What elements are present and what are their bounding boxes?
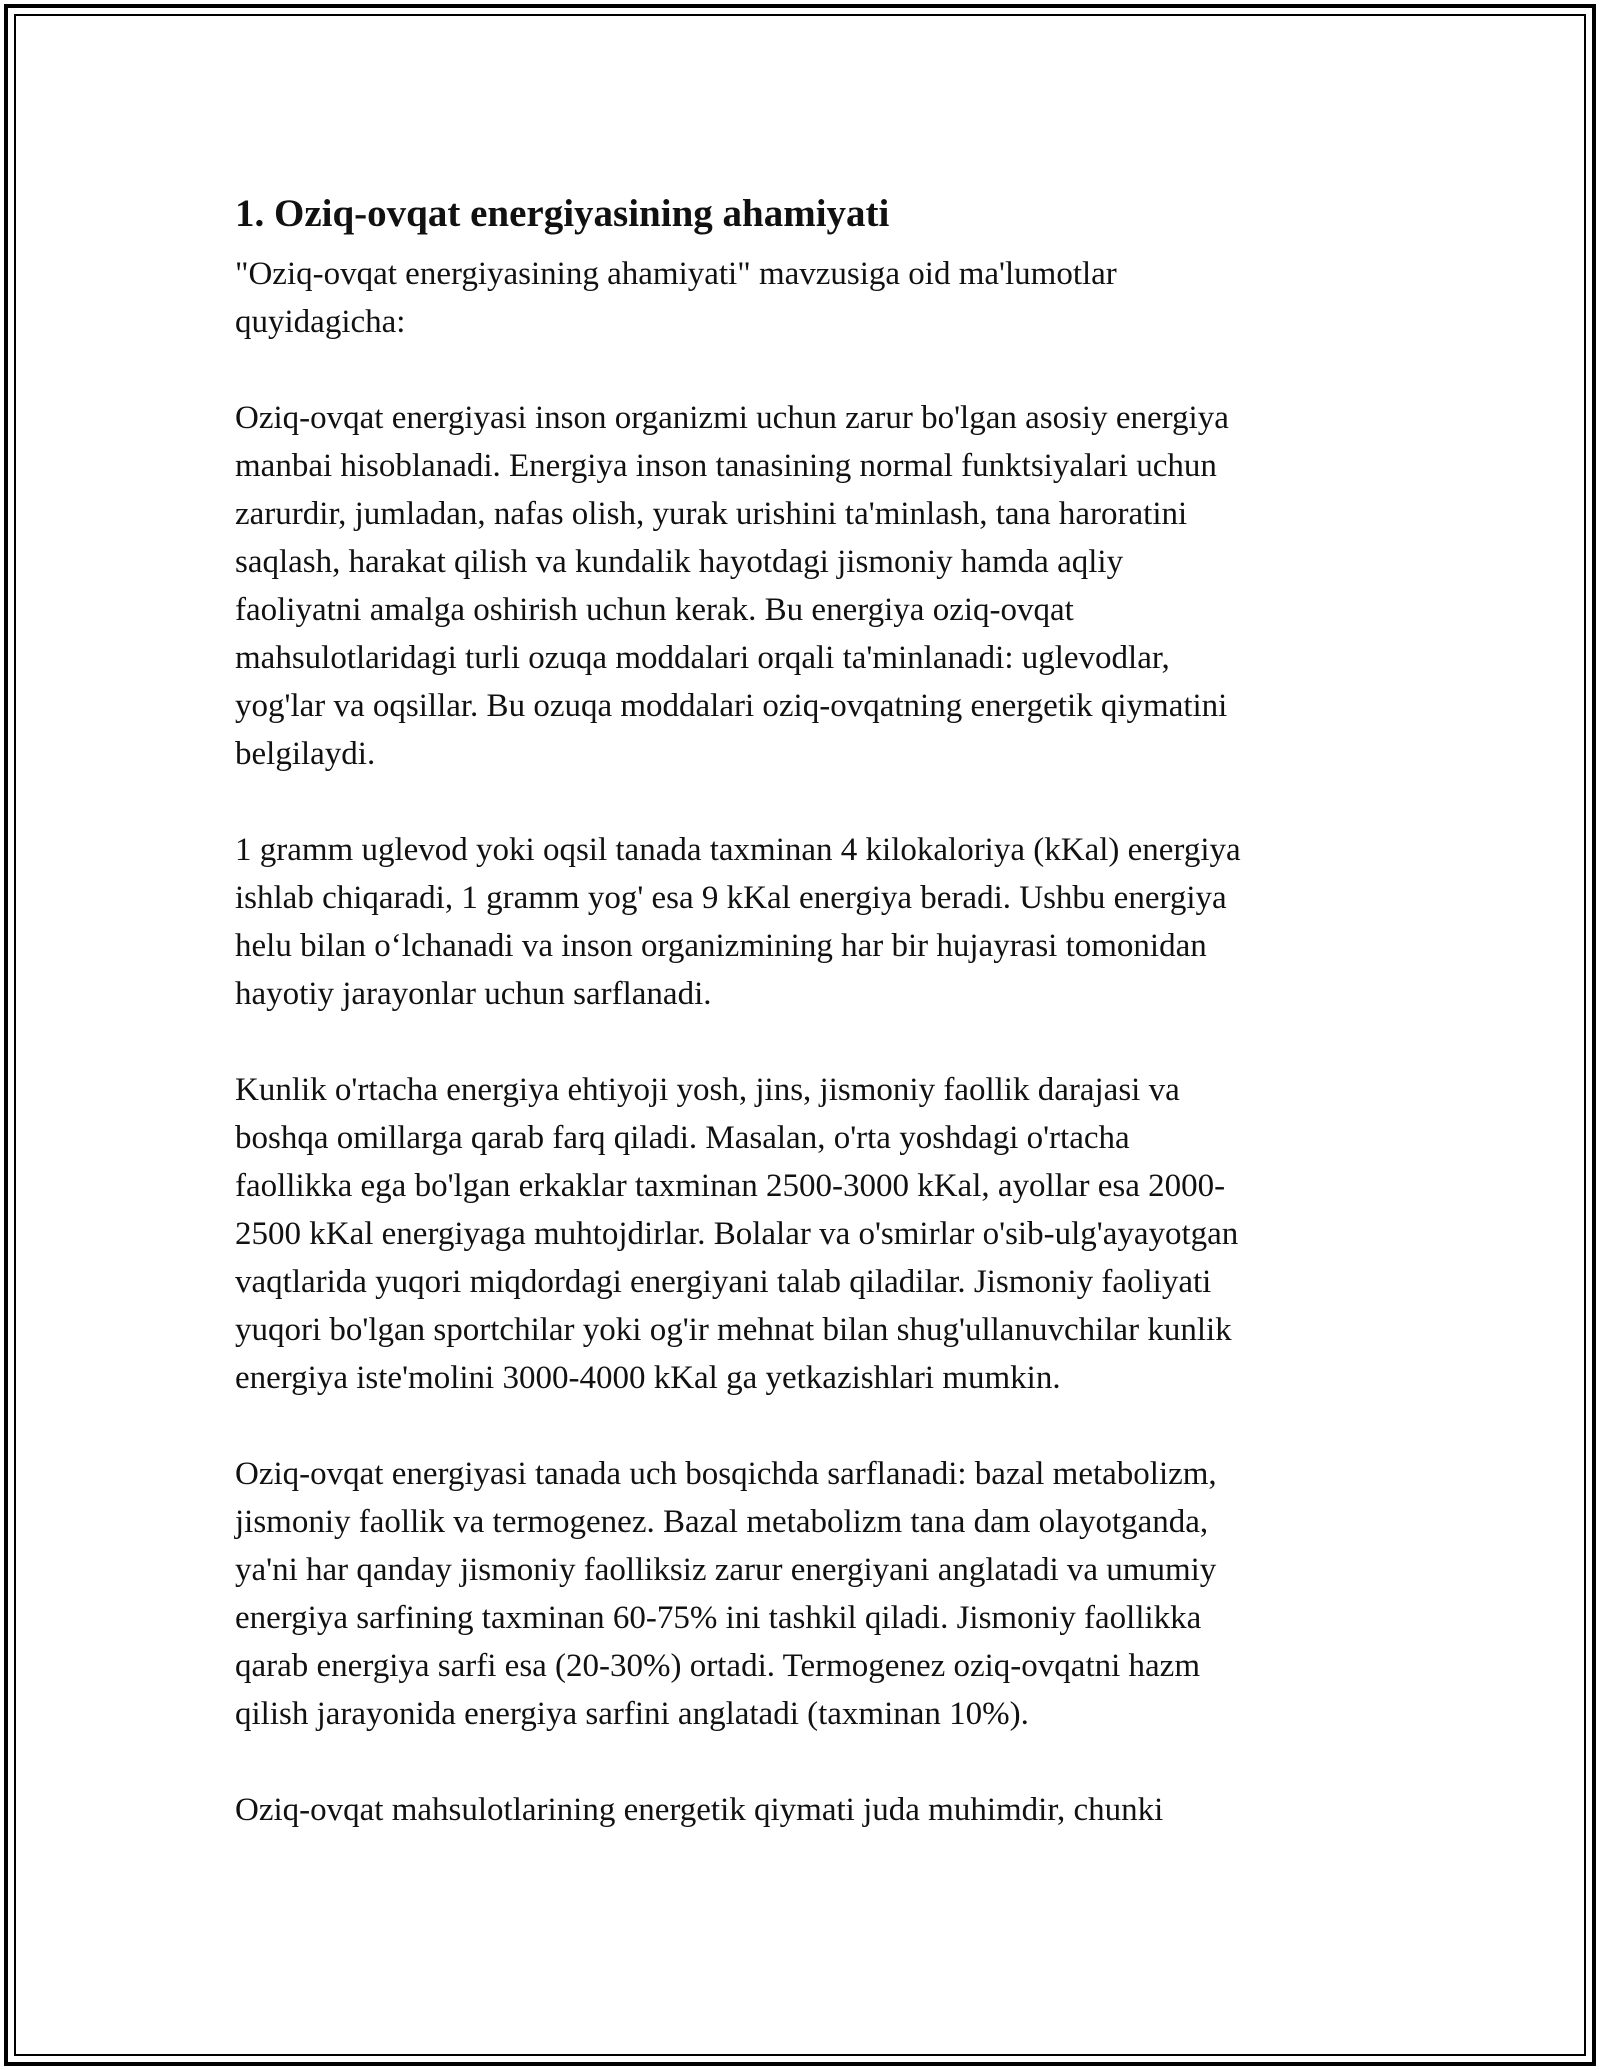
paragraph-calorie-values (235, 826, 1375, 1018)
text-line: mahsulotlaridagi turli ozuqa moddalari orqali ta'minlanadi: uglevodlar, (235, 640, 1170, 676)
paragraph-intro (235, 250, 1375, 346)
text-line: Oziq-ovqat energiyasi tanada uch bosqichda sarflanadi: bazal metabolizm, (235, 1456, 1217, 1492)
text-line: vaqtlarida yuqori miqdordagi energiyani talab qiladilar. Jismoniy faoliyati (235, 1264, 1212, 1300)
text-line: 1 gramm uglevod yoki oqsil tanada taxminan 4 kilokaloriya (kKal) energiya (235, 832, 1241, 868)
text-line: energiya sarfining taxminan 60-75% ini tashkil qiladi. Jismoniy faollikka (235, 1600, 1202, 1636)
text-line: quyidagicha: (235, 304, 406, 340)
text-line: yuqori bo'lgan sportchilar yoki og'ir mehnat bilan shug'ullanuvchilar kunlik (235, 1312, 1232, 1348)
paragraph-energy-source (235, 394, 1375, 778)
section-heading: 1. Oziq-ovqat energiyasining ahamiyati (235, 192, 890, 235)
text-line: boshqa omillarga qarab farq qiladi. Masalan, o'rta yoshdagi o'rtacha (235, 1120, 1130, 1156)
text-line: Oziq-ovqat energiyasi inson organizmi uchun zarur bo'lgan asosiy energiya (235, 400, 1229, 436)
text-line: faoliyatni amalga oshirish uchun kerak. Bu energiya oziq-ovqat (235, 592, 1074, 628)
text-line: Kunlik o'rtacha energiya ehtiyoji yosh, jins, jismoniy faollik darajasi va (235, 1072, 1180, 1108)
paragraph-daily-needs (235, 1066, 1375, 1402)
text-line: energiya iste'molini 3000-4000 kKal ga yetkazishlari mumkin. (235, 1360, 1061, 1396)
document-body (235, 180, 1375, 1882)
text-line: ya'ni har qanday jismoniy faolliksiz zarur energiyani anglatadi va umumiy (235, 1552, 1217, 1588)
text-line: "Oziq-ovqat energiyasining ahamiyati" mavzusiga oid ma'lumotlar (235, 256, 1117, 292)
text-line: zarurdir, jumladan, nafas olish, yurak urishini ta'minlash, tana haroratini (235, 496, 1188, 532)
paragraph-energy-use (235, 1450, 1375, 1738)
paragraph-energetic-value (235, 1786, 1375, 1834)
text-line: helu bilan o‘lchanadi va inson organizmining har bir hujayrasi tomonidan (235, 928, 1207, 964)
text-line: belgilaydi. (235, 736, 376, 772)
text-line: 2500 kKal energiyaga muhtojdirlar. Bolalar va o'smirlar o'sib-ulg'ayayotgan (235, 1216, 1239, 1252)
text-line: jismoniy faollik va termogenez. Bazal metabolizm tana dam olayotganda, (235, 1504, 1209, 1540)
text-line: qarab energiya sarfi esa (20-30%) ortadi. Termogenez oziq-ovqatni hazm (235, 1648, 1200, 1684)
text-line: Oziq-ovqat mahsulotlarining energetik qiymati juda muhimdir, chunki (235, 1792, 1164, 1828)
text-line: ishlab chiqaradi, 1 gramm yog' esa 9 kKal energiya beradi. Ushbu energiya (235, 880, 1227, 916)
text-line: qilish jarayonida energiya sarfini anglatadi (taxminan 10%). (235, 1696, 1029, 1732)
text-line: faollikka ega bo'lgan erkaklar taxminan 2500-3000 kKal, ayollar esa 2000- (235, 1168, 1226, 1204)
text-line: hayotiy jarayonlar uchun sarflanadi. (235, 976, 712, 1012)
text-line: manbai hisoblanadi. Energiya inson tanasining normal funktsiyalari uchun (235, 448, 1217, 484)
text-line: saqlash, harakat qilish va kundalik hayotdagi jismoniy hamda aqliy (235, 544, 1124, 580)
text-line: yog'lar va oqsillar. Bu ozuqa moddalari oziq-ovqatning energetik qiymatini (235, 688, 1228, 724)
